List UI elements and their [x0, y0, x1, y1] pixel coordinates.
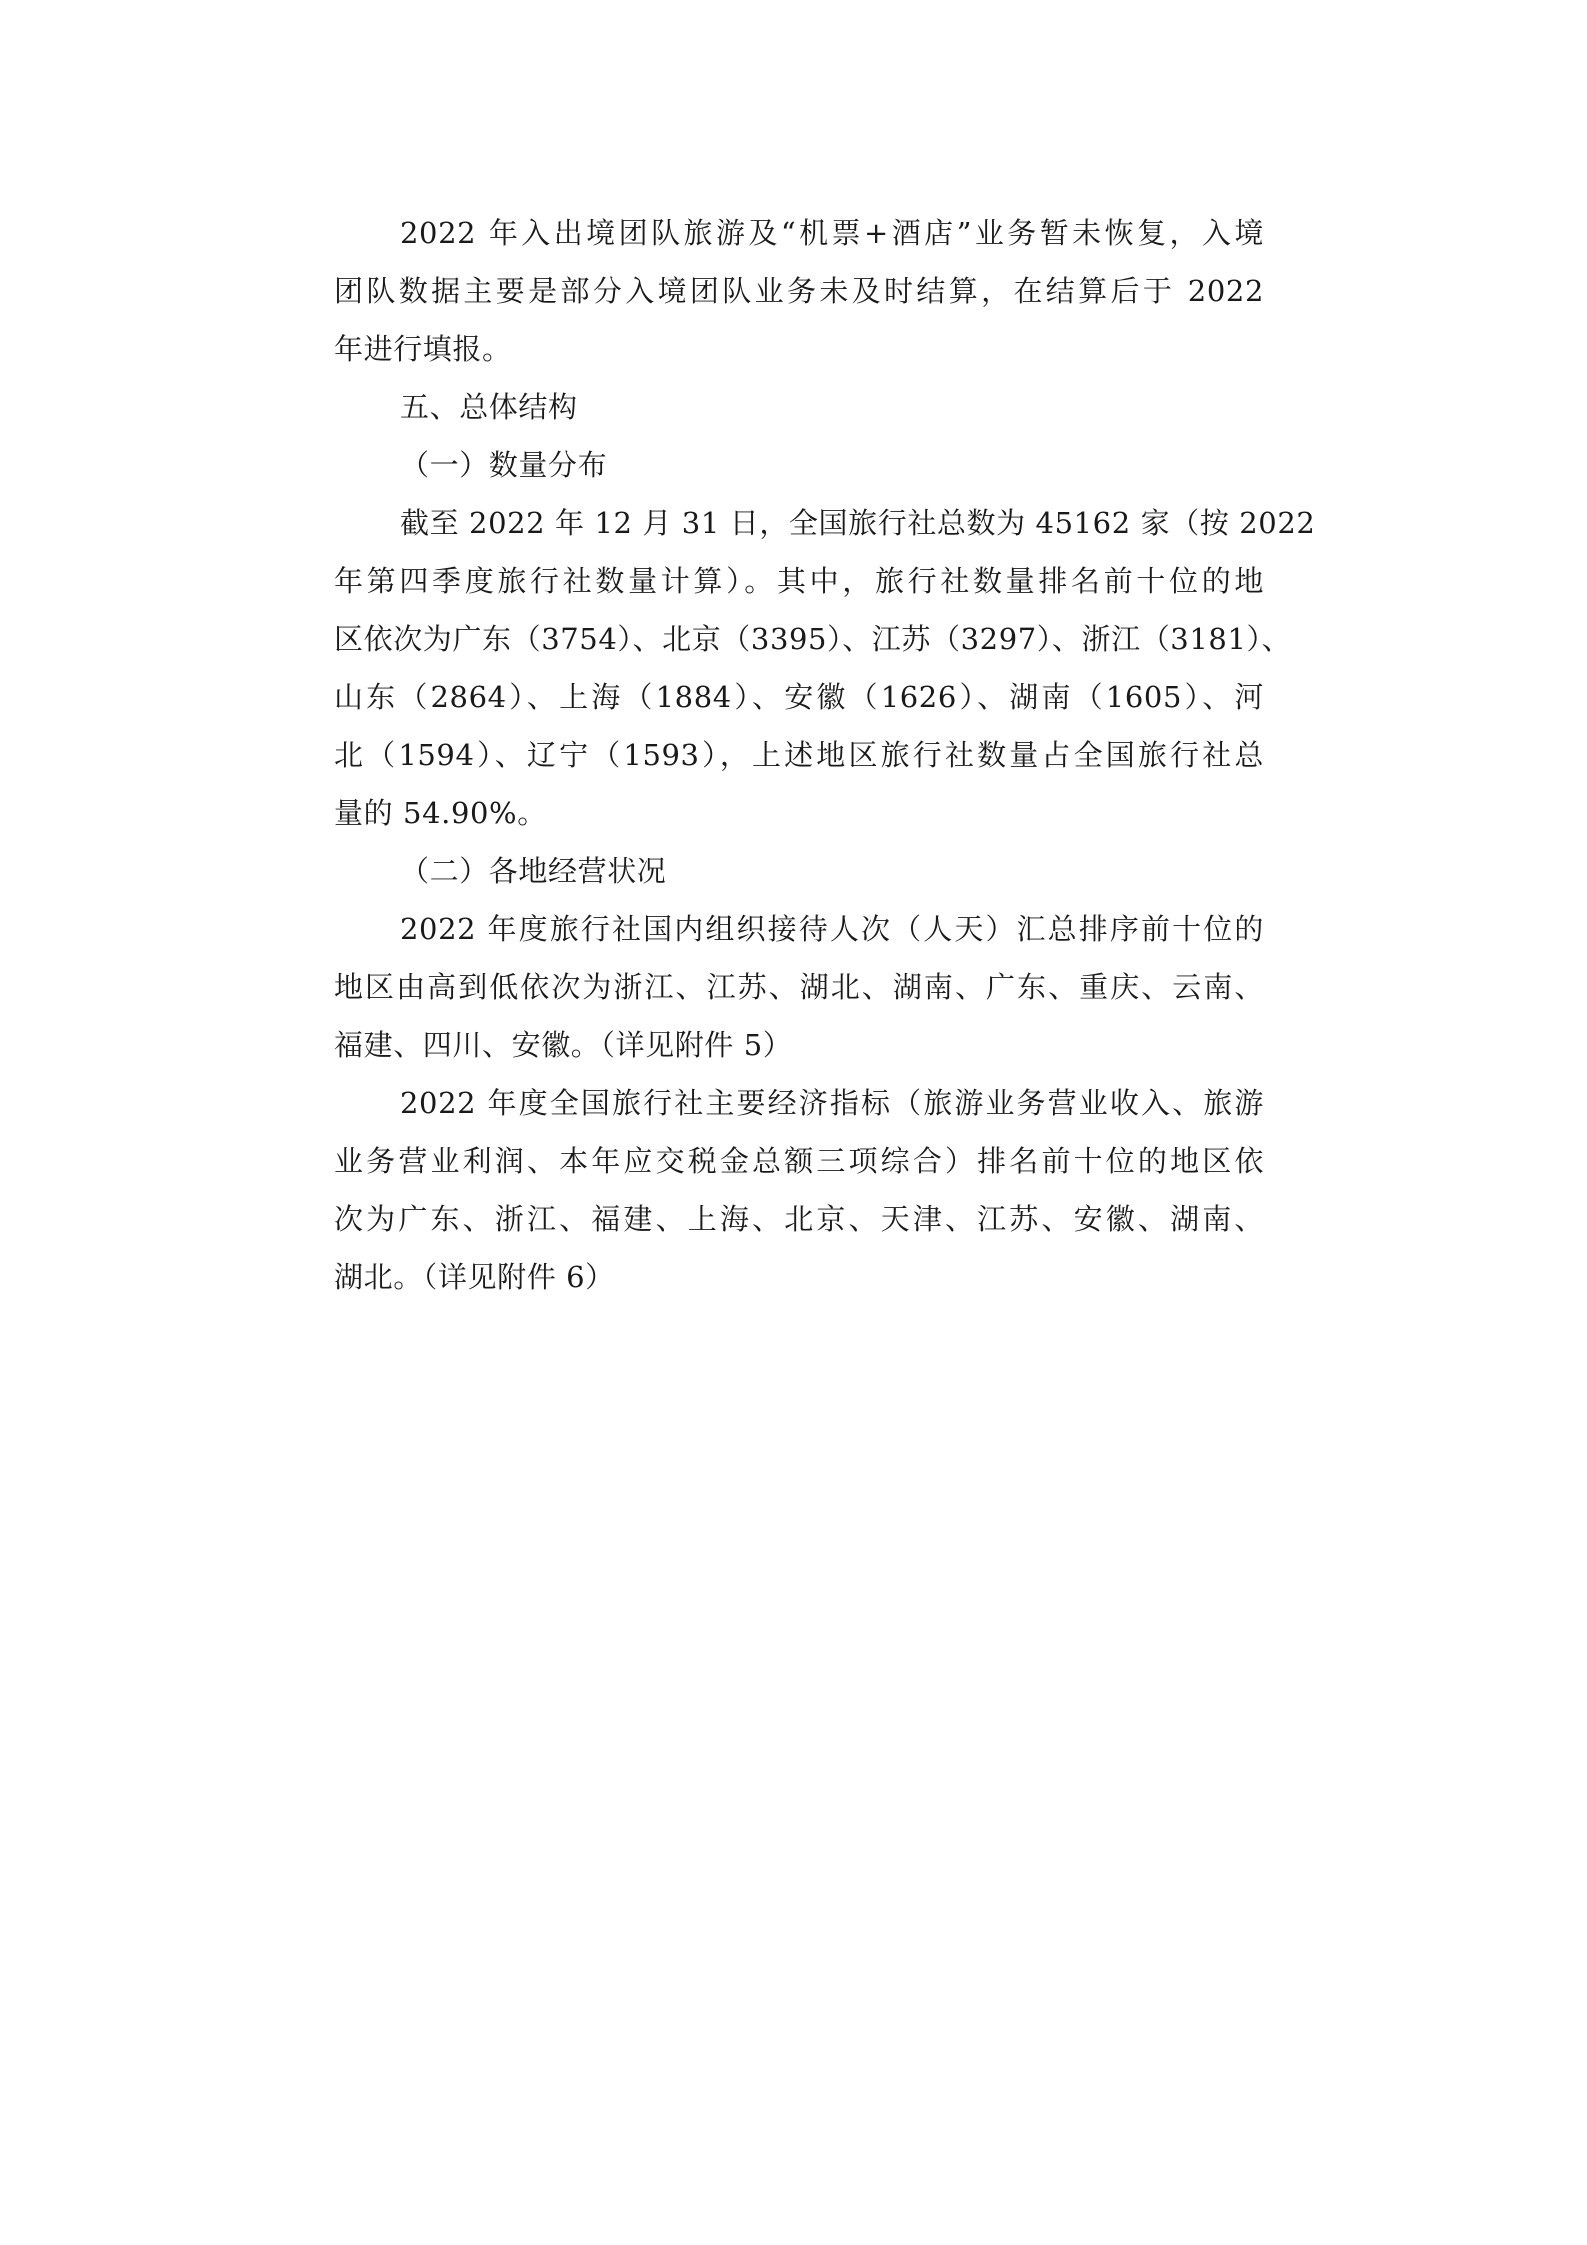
text-line: 年进行填报。	[334, 332, 512, 366]
text-line: 区依次为广东（3754）、北京（3395）、江苏（3297）、浙江（3181）、	[334, 622, 1292, 656]
paragraph-economic-ranking	[334, 1074, 1264, 1306]
text-line: 团队数据主要是部分入境团队业务未及时结算，在结算后于 2022	[334, 274, 1264, 308]
paragraph-quantity	[334, 494, 1316, 842]
text-line: 福建、四川、安徽。（详见附件 5）	[334, 1028, 793, 1062]
text-line: 2022 年度全国旅行社主要经济指标（旅游业务营业收入、旅游	[400, 1086, 1264, 1120]
text-line: 地区由高到低依次为浙江、江苏、湖北、湖南、广东、重庆、云南、	[334, 970, 1264, 1004]
text-line: 业务营业利润、本年应交税金总额三项综合）排名前十位的地区依	[334, 1144, 1264, 1178]
text-line: 2022 年度旅行社国内组织接待人次（人天）汇总排序前十位的	[400, 912, 1264, 946]
section-heading: 五、总体结构	[400, 390, 578, 424]
text-line: 2022 年入出境团队旅游及“机票+酒店”业务暂未恢复，入境	[400, 216, 1264, 250]
text-line: 湖北。（详见附件 6）	[334, 1260, 615, 1294]
text-line: 截至 2022 年 12 月 31 日，全国旅行社总数为 45162 家（按 2022	[400, 506, 1316, 540]
text-line: 次为广东、浙江、福建、上海、北京、天津、江苏、安徽、湖南、	[334, 1202, 1264, 1236]
text-line: 北（1594）、辽宁（1593），上述地区旅行社数量占全国旅行社总	[334, 738, 1264, 772]
paragraph-domestic-ranking	[334, 900, 1264, 1074]
text-line: 年第四季度旅行社数量计算）。其中，旅行社数量排名前十位的地	[334, 564, 1264, 598]
text-line: 山东（2864）、上海（1884）、安徽（1626）、湖南（1605）、河	[334, 680, 1264, 714]
subsection-heading: （一）数量分布	[400, 448, 608, 482]
document-page	[334, 204, 1316, 1306]
paragraph-inbound-outbound	[334, 204, 1264, 378]
subsection-heading: （二）各地经营状况	[400, 854, 667, 888]
text-line: 量的 54.90%。	[334, 796, 547, 830]
